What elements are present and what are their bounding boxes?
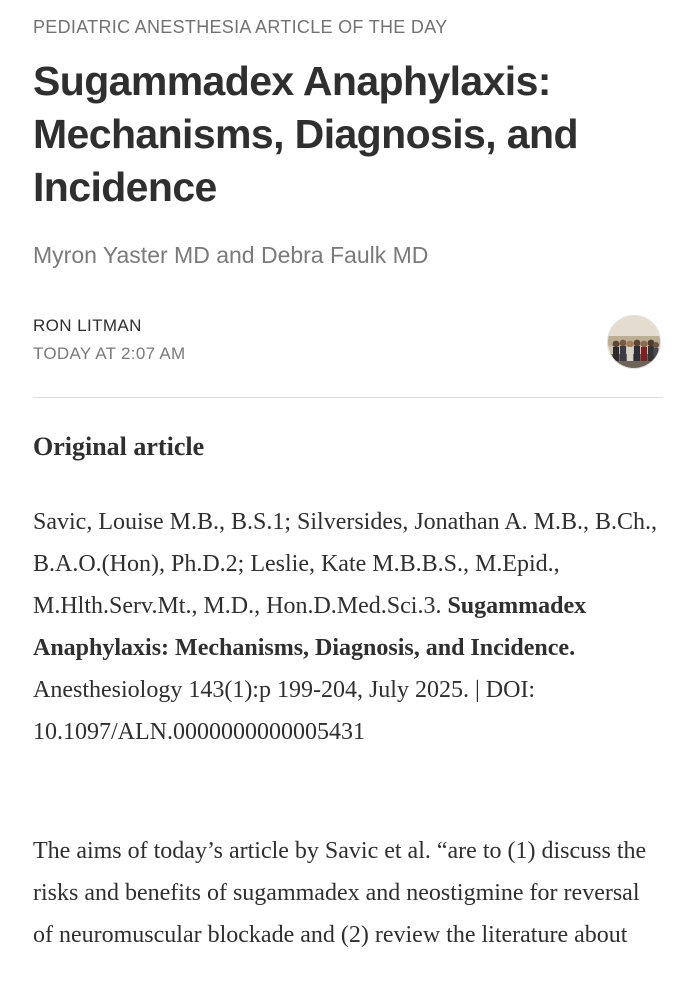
article-title: Sugammadex Anaphylaxis: Mechanisms, Diagnosis, and Incidence — [33, 58, 578, 210]
byline-author-link[interactable]: RON LITMAN — [33, 316, 142, 335]
section-heading: Original article — [33, 432, 205, 461]
citation-article-title: Sugammadex Anaphylaxis: Mechanisms, Diagnosis, and Incidence. — [33, 593, 587, 661]
header-divider — [33, 397, 663, 398]
publication-kicker[interactable]: PEDIATRIC ANESTHESIA ARTICLE OF THE DAY — [33, 17, 448, 37]
article-subtitle: Myron Yaster MD and Debra Faulk MD — [33, 242, 429, 268]
author-avatar[interactable] — [607, 315, 661, 369]
citation-source: Anesthesiology 143(1):p 199-204, July 2025. | DOI: 10.1097/ALN.0000000000005431 — [33, 677, 536, 745]
byline-date: TODAY AT 2:07 AM — [33, 344, 186, 363]
citation-authors: Savic, Louise M.B., B.S.1; Silversides, Jonathan A. M.B., B.Ch., B.A.O.(Hon), Ph.D.2; Leslie, Kate M.B.B.S., M.Epid., M.Hlth.Serv.Mt., M.D., Hon.D.Med.Sci.3. — [33, 509, 658, 619]
group-photo-avatar-icon — [608, 316, 660, 368]
body-paragraph: The aims of today’s article by Savic et al. “are to (1) discuss the risks and benefits of sugammadex and neostigmine for reversal of neuromuscular blockade and (2) review the literature about — [33, 838, 647, 948]
citation-paragraph — [33, 501, 663, 753]
